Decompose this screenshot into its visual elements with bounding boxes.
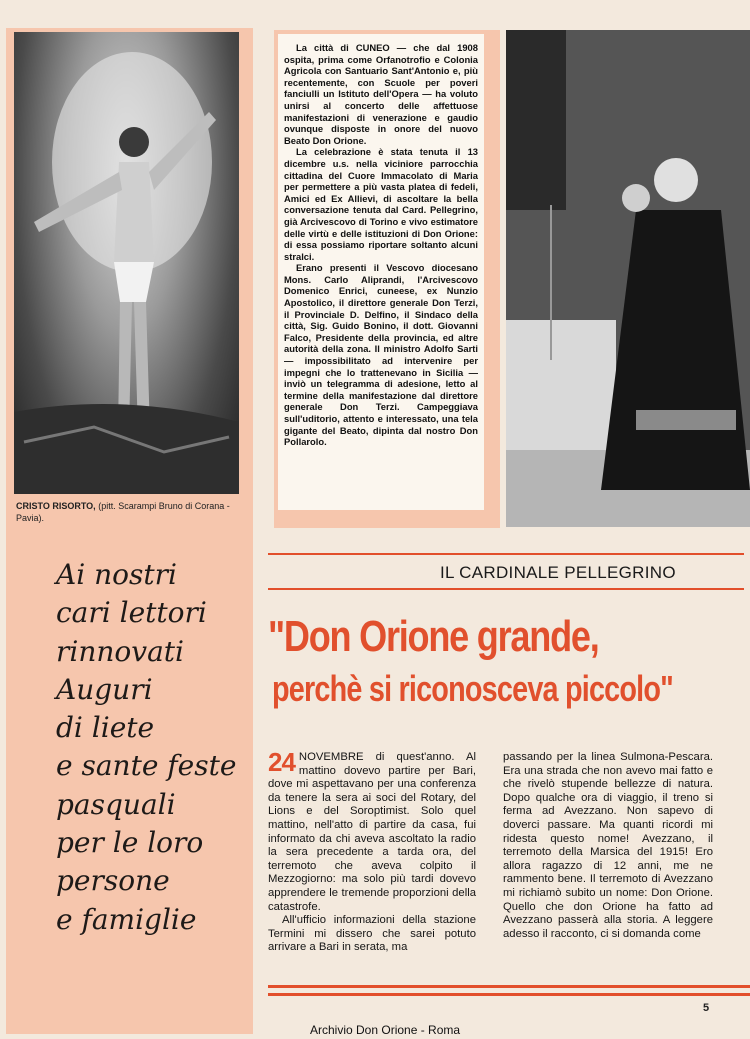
greeting-line: pasquali: [56, 787, 176, 821]
page-number: 5: [703, 1002, 710, 1014]
greeting-line: e sante feste: [56, 749, 237, 783]
cardinal-speaking-photo: [506, 30, 750, 527]
box-paragraph: La città di CUNEO — che dal 1908 ospita, prima come Orfanotrofio e Colonia Agricola con Santuario Sant'Antonio e, più recentemente, con Scuole per poveri fanciulli un Istituto dell'Opera — ha voluto unirsi al concerto delle affettuose manifestazioni di venerazione e gaudio ovunque disposte in onore del nuovo Beato Don Orione.: [284, 42, 478, 146]
cuneo-news-text: [278, 34, 484, 510]
greeting-line: e famiglie: [56, 902, 197, 936]
greeting-line: per le loro: [56, 826, 204, 860]
greeting-line: di liete: [56, 711, 155, 745]
section-rule-top: [268, 553, 744, 555]
box-paragraph: La celebrazione è stata tenuta il 13 dicembre u.s. nella viciniore parrocchia cittadina del Cuore Immacolato di Maria per permettere a più vasta platea di fedeli, Amici ed Ex Allievi, di ascoltare la bella conversazione tenuta dal Card. Pellegrino, già Arcivescovo di Torino e vivo estimatore delle virtù e delle istituzioni di Don Orione: di essa possiamo riportare soltanto alcuni stralci.: [284, 146, 478, 262]
section-label: IL CARDINALE PELLEGRINO: [440, 563, 676, 582]
footer-rule: [268, 985, 750, 988]
article-paragraph: [268, 747, 476, 914]
greeting-line: rinnovati: [56, 634, 184, 668]
section-rule-bottom: [268, 588, 744, 590]
caption-credit: (pitt. Scarampi Bruno di Corana - Pavia).: [16, 501, 230, 523]
article-paragraph: All'ufficio informazioni della stazione Termini mi dissero che sarei potuto arrivare a Bari in serata, ma: [268, 914, 476, 954]
article-column-2: [503, 751, 713, 941]
greeting-line: persone: [56, 864, 170, 898]
greeting-line: Auguri: [56, 672, 153, 706]
risen-christ-painting: [14, 32, 239, 494]
greeting-line: cari lettori: [56, 596, 207, 630]
archive-footer: Archivio Don Orione - Roma: [310, 1023, 461, 1037]
easter-greeting: [56, 556, 256, 939]
greeting-line: Ai nostri: [56, 558, 177, 591]
article-column-1: [268, 747, 476, 955]
painting-caption: [16, 500, 244, 524]
headline-line-2: perchè si riconosceva piccolo": [272, 668, 674, 709]
caption-title: CRISTO RISORTO,: [16, 501, 96, 511]
headline-line-1: "Don Orione grande,: [268, 612, 599, 661]
article-text: NOVEMBRE di quest'anno. Al mattino dovevo partire per Bari, dove mi aspettavano per una conferenza da tenere la sera ai soci del Rotary, del Lions e del Soroptimist. Solo quel mattino, nell'atto di partire da casa, fui informato da chi aveva ascoltato la radio la sera precedente a tarda ora, del terremoto che aveva colpito il Mezzogiorno: ma solo più tardi dovevo apprendere le tremende proporzioni della catastrofe.: [268, 751, 476, 913]
cuneo-news-box: [274, 30, 500, 528]
box-paragraph: Erano presenti il Vescovo diocesano Mons. Carlo Aliprandi, l'Arcivescovo Domenico Enrici, cuneese, ex Nunzio Apostolico, il direttore generale Don Terzi, il Provinciale D. Delfino, il Sindaco della città, Sig. Guido Bonino, il dott. Giovanni Falco, Presidente della provincia, ed altre autorità della zona. Il ministro Adolfo Sarti — impossibilitato ad intervenire per impegni che lo trattenevano in Sicilia — inviò un telegramma di adesione, letto al termine della manifestazione dal direttore generale Don Terzi. Campeggiava sull'uditorio, attento e interessato, una tela gigante del Beato, dipinta dal nostro Don Pollarolo.: [284, 262, 478, 448]
drop-number: 24: [268, 747, 295, 777]
article-paragraph: passando per la linea Sulmona-Pescara. Era una strada che non avevo mai fatto e che rivelò stupende bellezze di natura. Dopo qualche ora di viaggio, il treno si ferma ad Avezzano. Non sapevo di doverci passare. Ma quanti ricordi mi ridesta questo nome! Avezzano, il terremoto della Marsica del 1915! Ero allora ragazzo di 12 anni, me ne rammento bene. Il terremoto di Avezzano mi richiamò subito un nome: Don Orione. Quello che don Orione ha fatto ad Avezzano passerà alla storia. A leggere adesso il racconto, ci si domanda come: [503, 751, 713, 940]
footer-rule: [268, 993, 750, 996]
